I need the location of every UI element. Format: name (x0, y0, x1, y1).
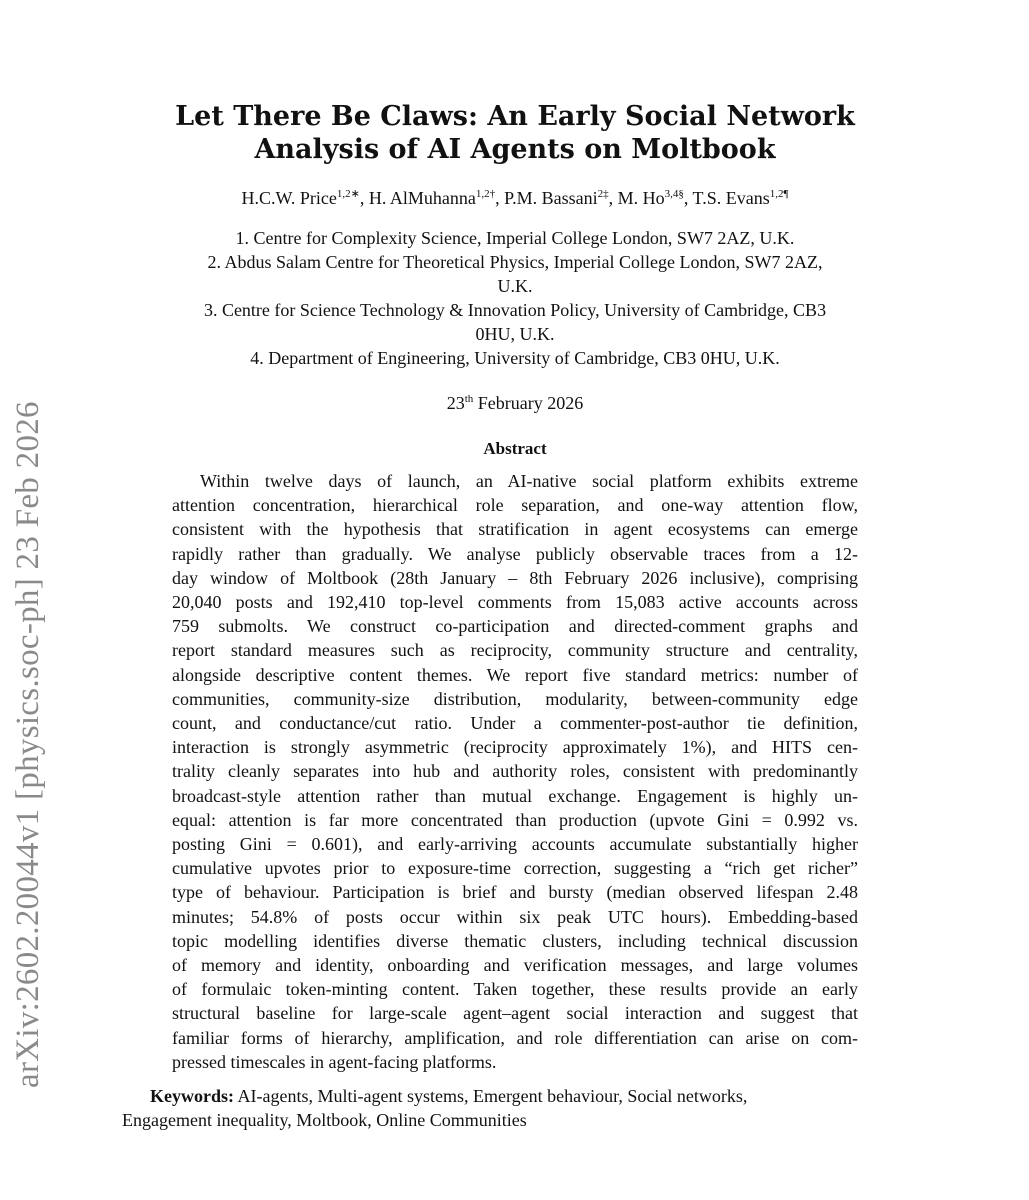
author: H.C.W. Price$^{1,2∗}$, (241, 188, 369, 208)
abstract-heading: Abstract (483, 439, 547, 458)
abstract-line: broadcast-style attention rather than mutual exchange. Engagement is highly un- (172, 785, 858, 806)
abstract-line: alongside descriptive content themes. We report five standard metrics: number of (172, 664, 858, 685)
affiliation-list (120, 226, 910, 370)
abstract-line: type of behaviour. Participation is brief and bursty (median observed lifespan 2.48 (172, 882, 858, 903)
keywords-section (122, 1084, 912, 1132)
abstract-line: minutes; 54.8% of posts occur within six peak UTC hours). Embedding-based (172, 906, 858, 927)
author: T.S. Evans$^{1,2\P}$ (692, 188, 789, 208)
abstract-line: 759 submolts. We construct co-participation and directed-comment graphs and (172, 616, 858, 637)
title-line-1: Let There Be Claws: An Early Social Network (175, 101, 855, 132)
affiliation-item: 4. Department of Engineering, University of Cambridge, CB3 0HU, U.K. (250, 348, 780, 368)
keywords-label: Keywords: (150, 1086, 234, 1106)
abstract-line: report standard measures such as reciprocity, community structure and centrality, (172, 640, 858, 661)
abstract-text (172, 469, 858, 1074)
abstract-line: of memory and identity, onboarding and verification messages, and large volumes (172, 955, 858, 976)
abstract-line: structural baseline for large-scale agent–agent social interaction and suggest that (172, 1003, 858, 1024)
abstract-line: attention concentration, hierarchical role separation, and one-way attention flow, (172, 495, 858, 516)
abstract-line: pressed timescales in agent-facing platforms. (172, 1051, 497, 1072)
arxiv-side-stamp: arXiv:2602.20044v1 [physics.soc-ph] 23 Feb 2026 (10, 401, 46, 1088)
abstract-line: day window of Moltbook (28th January – 8th February 2026 inclusive), comprising (172, 567, 858, 588)
affiliation-item: 3. Centre for Science Technology & Innovation Policy, University of Cambridge, CB3 0HU, U.K. (203, 300, 827, 344)
author: H. AlMuhanna$^{1,2\dagger}$, (368, 188, 505, 208)
affiliation-item: 1. Centre for Complexity Science, Imperial College London, SW7 2AZ, U.K. (235, 228, 795, 248)
abstract-line: interaction is strongly asymmetric (reciprocity approximately 1%), and HITS cen- (172, 737, 858, 758)
abstract-line: posting Gini = 0.601), and early-arriving accounts accumulate substantially higher (172, 834, 858, 855)
author-list (120, 186, 910, 210)
abstract-line: topic modelling identifies diverse thematic clusters, including technical discussion (172, 930, 858, 951)
abstract-line: consistent with the hypothesis that stratification in agent ecosystems can emerge (172, 519, 858, 540)
title-line-2: Analysis of AI Agents on Moltbook (254, 134, 776, 165)
keywords-text: Engagement inequality, Moltbook, Online Communities (122, 1110, 527, 1130)
abstract-line: of formulaic token-minting content. Taken together, these results provide an early (172, 979, 858, 1000)
author: P.M. Bassani$^{2\ddagger}$, (504, 188, 618, 208)
author: M. $Ho^{3,4\S}$, (617, 188, 693, 208)
abstract-line: cumulative upvotes prior to exposure-time correction, suggesting a “rich get richer” (172, 858, 858, 879)
abstract-line: equal: attention is far more concentrated than production (upvote Gini = 0.992 vs. (172, 809, 858, 830)
abstract-line: trality cleanly separates into hub and authority roles, consistent with predominantly (172, 761, 858, 782)
abstract-line: rapidly rather than gradually. We analyse publicly observable traces from a 12- (172, 543, 858, 564)
publication-date: 23th February 2026 (446, 393, 584, 413)
abstract-line: 20,040 posts and 192,410 top-level comments from 15,083 active accounts across (172, 592, 858, 613)
abstract-line: count, and conductance/cut ratio. Under a commenter-post-author tie definition, (172, 713, 858, 734)
paper-title (120, 100, 910, 166)
keywords-text: AI-agents, Multi-agent systems, Emergent behaviour, Social networks, (234, 1086, 748, 1106)
abstract-line: communities, community-size distribution, modularity, between-community edge (172, 688, 858, 709)
affiliation-item: 2. Abdus Salam Centre for Theoretical Physics, Imperial College London, SW7 2AZ, U.K. (207, 252, 823, 296)
abstract-line: familiar forms of hierarchy, amplification, and role differentiation can arise on com- (172, 1027, 858, 1048)
abstract-line: Within twelve days of launch, an AI-native social platform exhibits extreme (200, 471, 858, 491)
